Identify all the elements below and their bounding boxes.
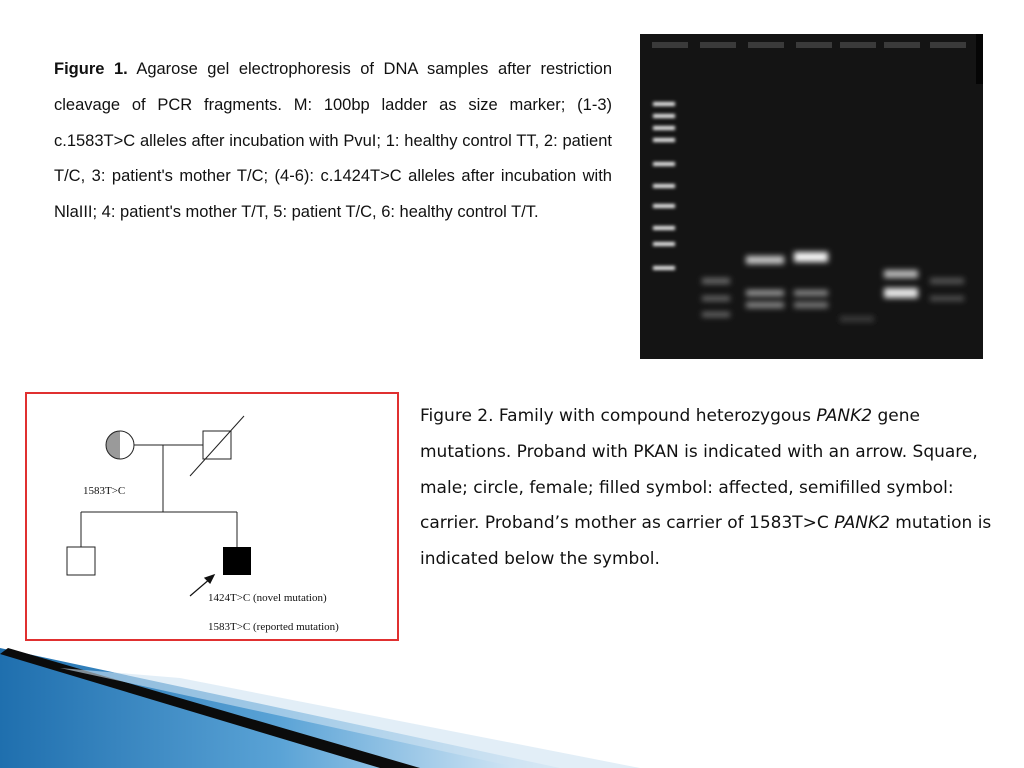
pedigree-chart [25, 392, 399, 641]
unaffected-male-square [67, 547, 95, 575]
pedigree-svg [27, 394, 397, 639]
lane-4-bands [840, 316, 874, 322]
figure2-gene-1: PANK2 [816, 406, 873, 426]
figure2-text-1: Family with compound heterozygous [493, 406, 817, 426]
figure2-gene-2: PANK2 [834, 513, 890, 534]
figure2-text-3: mutation is indicated below the symbol. [420, 513, 992, 570]
ladder-bands [653, 102, 675, 270]
proband-novel-mutation-label: 1424T>C (novel mutation) [208, 592, 327, 604]
figure1-text: Agarose gel electrophoresis of DNA samples after restriction cleavage of PCR fragments. M: 100bp ladder as size marker; (1-3) c.1583T>C alleles after incubation with PvuI; 1: healthy control TT, 2: patient T/C, 3: patient's mother T/C; (4-6): c.1424T>C alleles after incubation with NlaIII; 4: patient's mother T/T, 5: patient T/C, 6: healthy control T/T. [54, 60, 612, 222]
decorative-swoosh [0, 648, 1024, 768]
gel-electrophoresis-image [640, 34, 983, 359]
figure2-label: Figure 2. [420, 406, 494, 426]
gel-svg [640, 34, 983, 359]
proband-reported-mutation-label: 1583T>C (reported mutation) [208, 621, 339, 633]
mother-half-fill [106, 431, 120, 459]
deceased-slash [190, 416, 244, 476]
figure1-label: Figure 1. [54, 60, 128, 78]
figure1-caption [54, 52, 612, 231]
figure2-caption [420, 399, 1000, 578]
mother-mutation-label: 1583T>C [83, 485, 126, 497]
proband-affected-square [223, 547, 251, 575]
figure2-text-2: gene mutations. Proband with PKAN is indicated with an arrow. Square, male; circle, female; filled symbol: affected, semifilled symbol: carrier. Proband’s mother as carrier of 1583T>C [420, 406, 978, 534]
